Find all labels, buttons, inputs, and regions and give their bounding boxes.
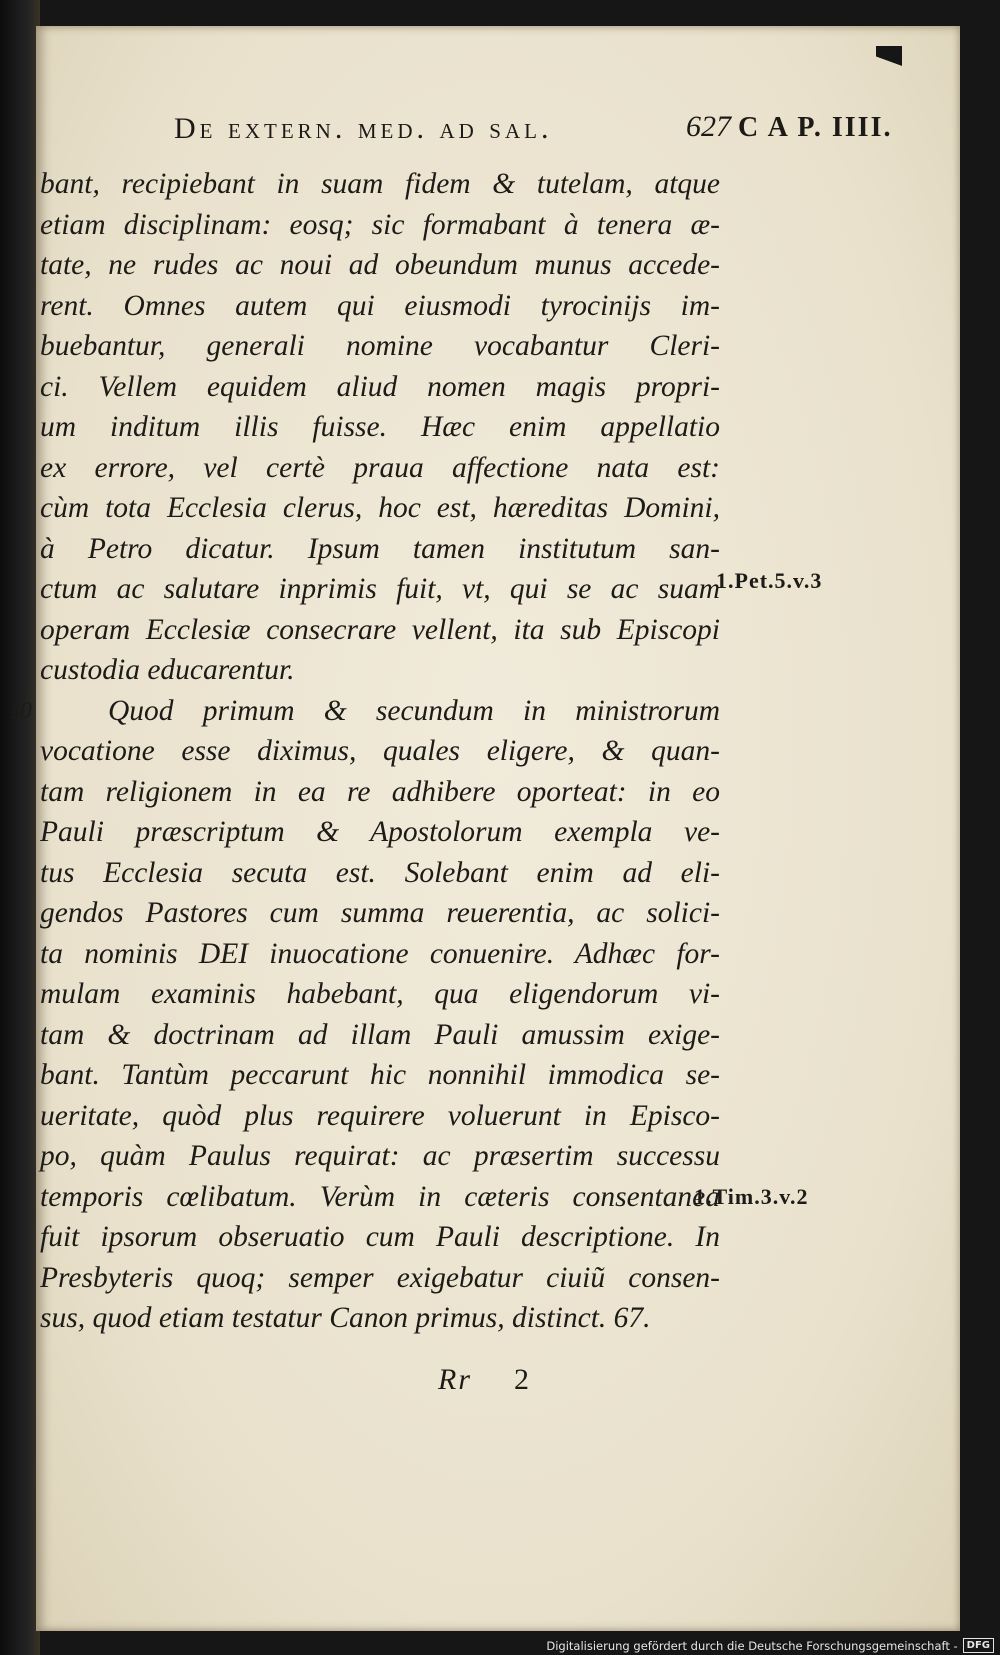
text-line: operam Ecclesiæ consecrare vellent, ita sub Episcopi	[40, 613, 720, 646]
text-line: ci. Vellem equidem aliud nomen magis propri-	[40, 370, 720, 403]
marginal-note-2: 1.Tim.3.v.2	[694, 1184, 809, 1209]
text-line: bant, recipiebant in suam fidem & tutelam, atque	[40, 168, 720, 200]
text-line: temporis cœlibatum. Verùm in cæteris consentanea	[40, 1180, 720, 1213]
text-line: tam & doctrinam ad illam Pauli amussim exige-	[40, 1018, 720, 1051]
text-line: fuit ipsorum obseruatio cum Pauli descriptione. In	[40, 1221, 720, 1253]
signature-letters: Rr	[438, 1363, 472, 1396]
dfg-logo: DFG	[963, 1638, 994, 1653]
signature-mark	[438, 1363, 531, 1397]
page-number: 627	[686, 110, 731, 143]
running-head	[134, 94, 894, 154]
text-line: vocatione esse diximus, quales eligere, & quan-	[40, 735, 720, 767]
line-number: 10	[8, 698, 32, 724]
text-line: Quod primum & secundum in ministrorum	[108, 694, 720, 727]
text-line: buebantur, generali nomine vocabantur Cleri-	[40, 330, 720, 362]
text-line: um inditum illis fuisse. Hæc enim appellatio	[40, 411, 720, 443]
text-line: Presbyteris quoq; semper exigebatur ciuiũ consen-	[40, 1261, 720, 1294]
page-corner	[876, 46, 902, 76]
text-line: mulam examinis habebant, qua eligendorum vi-	[40, 978, 720, 1010]
text-line: gendos Pastores cum summa reuerentia, ac solici-	[40, 897, 720, 929]
marginal-note-1: 1.Pet.5.v.3	[716, 568, 823, 593]
scan-edge	[0, 0, 40, 1655]
body-text	[40, 164, 720, 1339]
text-line: ta nominis DEI inuocatione conuenire. Adhæc for-	[40, 937, 720, 970]
text-line: sus, quod etiam testatur Canon primus, distinct. 67.	[40, 1302, 651, 1334]
text-line: à Petro dicatur. Ipsum tamen institutum san-	[40, 532, 720, 565]
digitization-credit	[546, 1638, 994, 1653]
text-line: cùm tota Ecclesia clerus, hoc est, hæreditas Domini,	[40, 492, 720, 524]
running-head-title: De extern. med. ad sal.	[174, 112, 553, 145]
text-line: custodia educarentur.	[40, 654, 295, 686]
text-line: po, quàm Paulus requirat: ac præsertim successu	[40, 1140, 720, 1172]
credit-text: Digitalisierung gefördert durch die Deutsche Forschungsgemeinschaft -	[546, 1638, 958, 1653]
text-line: ueritate, quòd plus requirere voluerunt in Episco-	[40, 1099, 720, 1132]
text-line: ex errore, vel certè praua affectione nata est:	[40, 451, 720, 484]
signature-number: 2	[514, 1363, 531, 1396]
text-line: ctum ac salutare inprimis fuit, vt, qui se ac suam	[40, 573, 720, 605]
text-line: tus Ecclesia secuta est. Solebant enim ad eli-	[40, 856, 720, 889]
text-line: tam religionem in ea re adhibere oporteat: in eo	[40, 775, 720, 808]
text-line: Pauli præscriptum & Apostolorum exempla ve-	[40, 816, 720, 848]
text-line: etiam disciplinam: eosq; sic formabant à tenera æ-	[40, 208, 720, 241]
text-line: rent. Omnes autem qui eiusmodi tyrocinijs im-	[40, 289, 720, 322]
text-line: tate, ne rudes ac noui ad obeundum munus accede-	[40, 249, 720, 281]
text-line: bant. Tantùm peccarunt hic nonnihil immodica se-	[40, 1059, 720, 1091]
chapter-heading: C A P. IIII.	[738, 112, 893, 143]
